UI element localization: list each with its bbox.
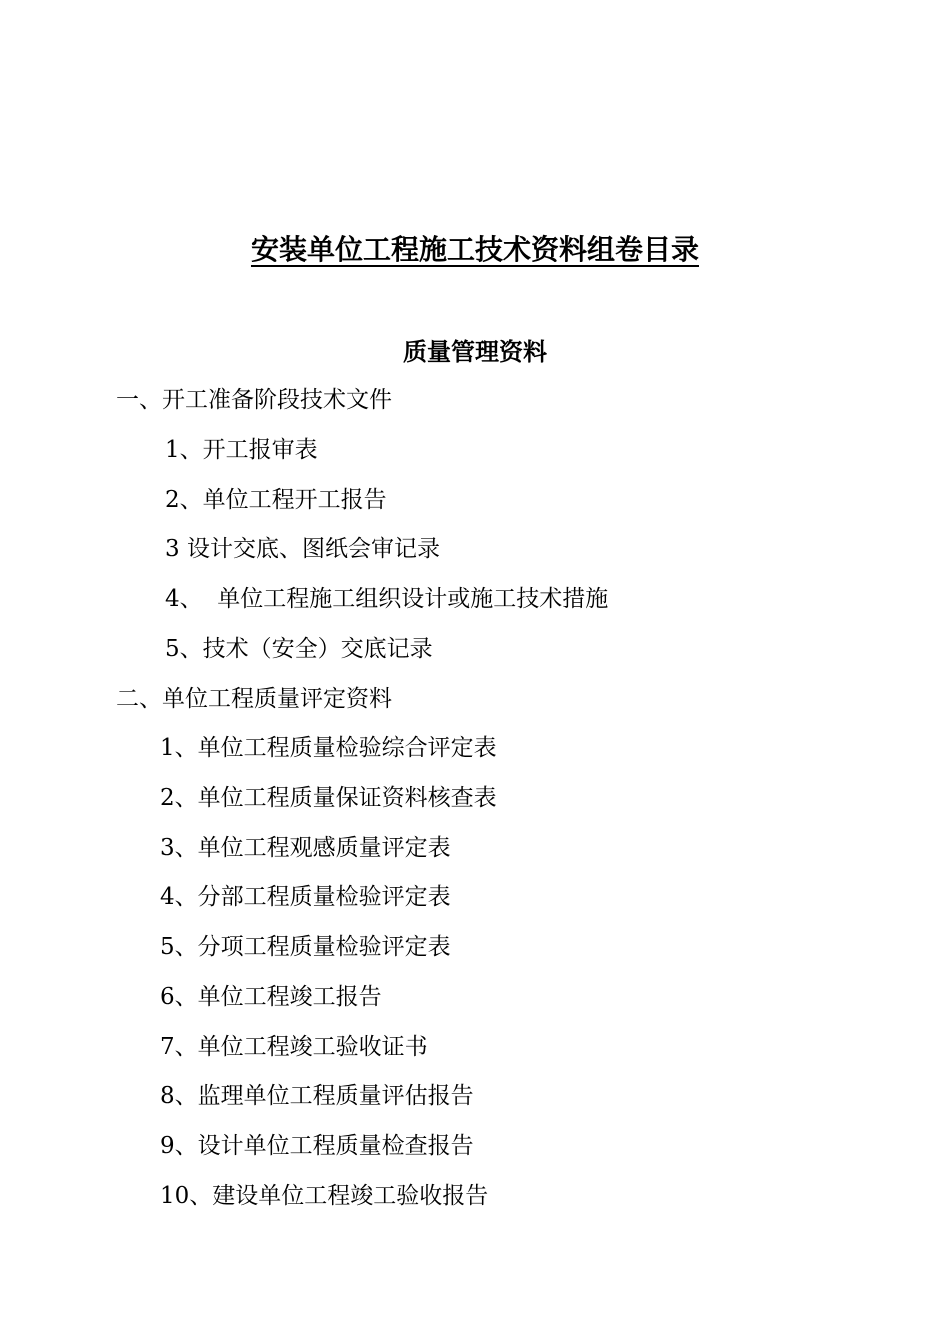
list-item: 4、分部工程质量检验评定表 xyxy=(160,884,451,910)
list-item: 2、单位工程开工报告 xyxy=(165,487,387,513)
list-item: 9、设计单位工程质量检查报告 xyxy=(160,1133,474,1159)
list-item: 1、开工报审表 xyxy=(165,437,318,463)
list-item: 3、单位工程观感质量评定表 xyxy=(160,835,451,861)
list-item: 5、技术（安全）交底记录 xyxy=(165,636,433,662)
list-item: 10、建设单位工程竣工验收报告 xyxy=(160,1183,489,1209)
list-item: 7、单位工程竣工验收证书 xyxy=(160,1034,428,1060)
section-heading-2: 二、单位工程质量评定资料 xyxy=(116,686,392,712)
list-item: 5、分项工程质量检验评定表 xyxy=(160,934,451,960)
section-title: 质量管理资料 xyxy=(403,338,547,366)
list-item: 6、单位工程竣工报告 xyxy=(160,984,382,1010)
list-item: 3 设计交底、图纸会审记录 xyxy=(165,536,440,562)
list-item: 8、监理单位工程质量评估报告 xyxy=(160,1083,474,1109)
document-title: 安装单位工程施工技术资料组卷目录 xyxy=(250,233,699,266)
list-item: 1、单位工程质量检验综合评定表 xyxy=(160,735,497,761)
list-item: 2、单位工程质量保证资料核查表 xyxy=(160,785,497,811)
list-item: 4、 单位工程施工组织设计或施工技术措施 xyxy=(165,586,609,612)
section-heading-1: 一、开工准备阶段技术文件 xyxy=(116,387,392,413)
